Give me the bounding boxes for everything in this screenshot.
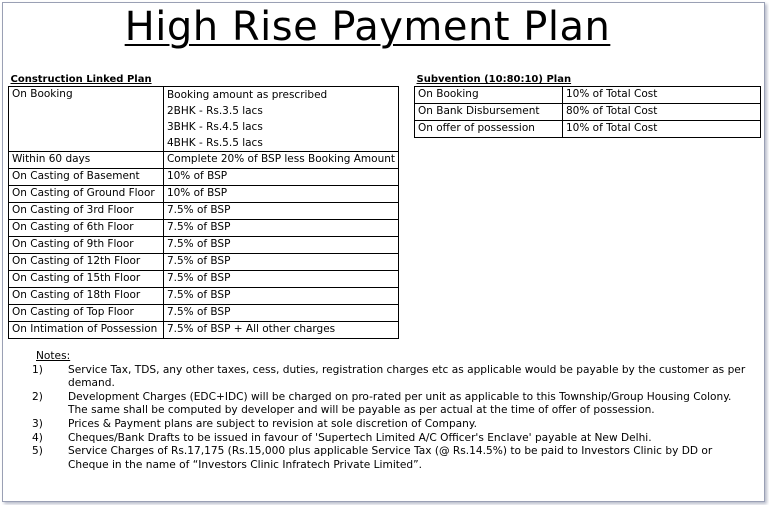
payment-cell: 7.5% of BSP — [163, 254, 398, 271]
note-text: Development Charges (EDC+IDC) will be charged on pro-rated per unit as applicable to this Township/Group Housing Colony. The same shall be computed by developer and will be payable as per actual at the time of offer of possession. — [68, 390, 732, 417]
note-text: Prices & Payment plans are subject to revision at sole discretion of Company. — [68, 417, 477, 430]
booking-payment — [163, 87, 398, 152]
table-row — [415, 121, 761, 138]
stage-cell: On Casting of 9th Floor — [9, 237, 164, 254]
table-row — [9, 152, 399, 169]
note-number: 3) — [32, 417, 43, 430]
table-row — [9, 220, 399, 237]
table-row — [9, 288, 399, 305]
stage-cell: On Casting of 3rd Floor — [9, 203, 164, 220]
note-number: 2) — [32, 390, 43, 403]
booking-stage: On Booking — [9, 87, 164, 152]
notes-section — [32, 350, 752, 472]
table-row — [9, 254, 399, 271]
table-row — [9, 305, 399, 322]
payment-cell: 7.5% of BSP + All other charges — [163, 322, 398, 339]
table-row — [415, 104, 761, 121]
booking-line: Booking amount as prescribed — [166, 89, 328, 101]
table-row — [9, 322, 399, 339]
payment-cell: 10% of Total Cost — [563, 121, 761, 138]
payment-cell: 7.5% of BSP — [163, 305, 398, 322]
stage-cell: On Casting of 15th Floor — [9, 271, 164, 288]
stage-cell: On Casting of 18th Floor — [9, 288, 164, 305]
table-row — [9, 169, 399, 186]
payment-cell: 10% of BSP — [163, 169, 398, 186]
subvention-plan-heading: Subvention (10:80:10) Plan — [415, 73, 761, 87]
construction-plan-heading: Construction Linked Plan — [9, 73, 399, 87]
payment-cell: 7.5% of BSP — [163, 237, 398, 254]
note-item — [32, 364, 752, 391]
stage-cell: On Casting of Basement — [9, 169, 164, 186]
stage-cell: On Booking — [415, 87, 563, 104]
booking-line: 4BHK - Rs.5.5 lacs — [166, 137, 263, 149]
note-number: 4) — [32, 431, 43, 444]
stage-cell: On Casting of Ground Floor — [9, 186, 164, 203]
payment-cell: 7.5% of BSP — [163, 220, 398, 237]
table-row — [9, 271, 399, 288]
note-text: Service Tax, TDS, any other taxes, cess, duties, registration charges etc as applicable would be payable by the customer as per demand. — [68, 363, 746, 390]
note-number: 5) — [32, 445, 43, 458]
stage-cell: On Casting of 6th Floor — [9, 220, 164, 237]
table-row — [9, 237, 399, 254]
stage-cell: On Casting of 12th Floor — [9, 254, 164, 271]
table-row — [9, 203, 399, 220]
payment-cell: 7.5% of BSP — [163, 288, 398, 305]
construction-linked-plan-table — [8, 73, 399, 339]
booking-line: 3BHK - Rs.4.5 lacs — [166, 121, 263, 133]
note-number: 1) — [32, 363, 43, 376]
note-text: Service Charges of Rs.17,175 (Rs.15,000 plus applicable Service Tax (@ Rs.14.5%) to be paid to Investors Clinic by DD or Cheque in the name of “Investors Clinic Infratech Private Limited”. — [68, 445, 713, 471]
note-item — [32, 418, 752, 432]
payment-cell: 10% of Total Cost — [563, 87, 761, 104]
stage-cell: On offer of possession — [415, 121, 563, 138]
note-item — [32, 391, 752, 418]
payment-cell: Complete 20% of BSP less Booking Amount — [163, 152, 398, 169]
table-row — [9, 87, 399, 152]
payment-cell: 10% of BSP — [163, 186, 398, 203]
page-title: High Rise Payment Plan — [124, 4, 611, 50]
note-item — [32, 432, 752, 446]
payment-cell: 7.5% of BSP — [163, 271, 398, 288]
stage-cell: Within 60 days — [9, 152, 164, 169]
booking-line: 2BHK - Rs.3.5 lacs — [166, 105, 263, 117]
notes-heading: Notes: — [36, 350, 71, 362]
stage-cell: On Intimation of Possession — [9, 322, 164, 339]
note-item — [32, 445, 752, 472]
stage-cell: On Casting of Top Floor — [9, 305, 164, 322]
payment-cell: 80% of Total Cost — [563, 104, 761, 121]
table-row — [415, 87, 761, 104]
subvention-plan-table — [414, 73, 761, 138]
payment-cell: 7.5% of BSP — [163, 203, 398, 220]
stage-cell: On Bank Disbursement — [415, 104, 563, 121]
note-text: Cheques/Bank Drafts to be issued in favour of 'Supertech Limited A/C Officer's Enclave' payable at New Delhi. — [68, 431, 652, 444]
table-row — [9, 186, 399, 203]
